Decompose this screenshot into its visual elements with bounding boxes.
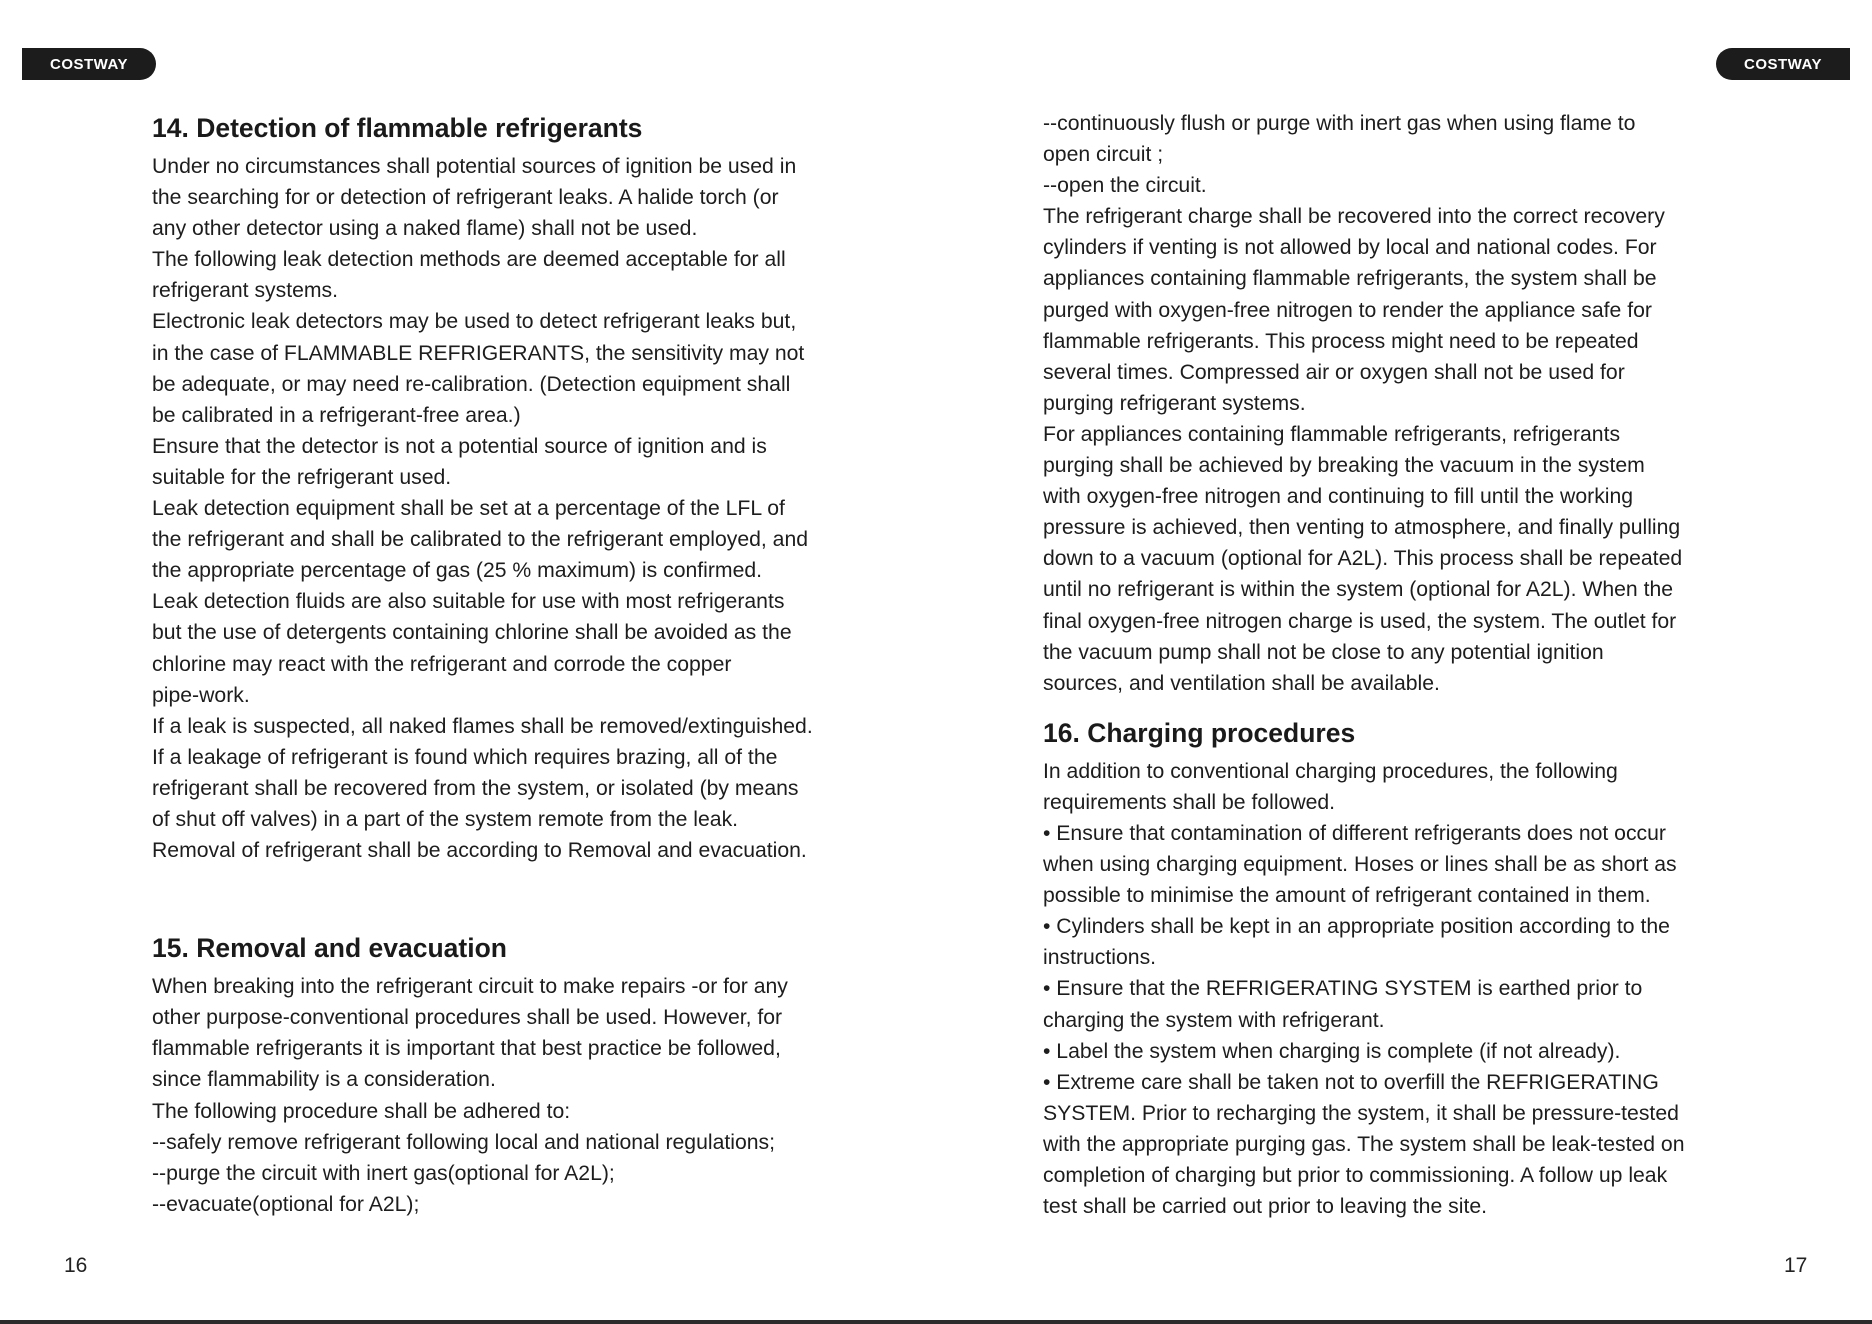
section-15-continuation bbox=[1043, 108, 1733, 699]
text-line: --purge the circuit with inert gas(optional for A2L); bbox=[152, 1161, 615, 1185]
section-16-body bbox=[1043, 756, 1733, 1222]
text-line: be calibrated in a refrigerant-free area.) bbox=[152, 403, 521, 427]
text-line: flammable refrigerants. This process might need to be repeated bbox=[1043, 329, 1639, 353]
text-line: open circuit ; bbox=[1043, 143, 1164, 167]
text-line: If a leakage of refrigerant is found which requires brazing, all of the bbox=[152, 745, 778, 769]
text-line: --evacuate(optional for A2L); bbox=[152, 1192, 420, 1216]
text-line: purging shall be achieved by breaking the vacuum in the system bbox=[1043, 454, 1645, 478]
text-line: test shall be carried out prior to leaving the site. bbox=[1043, 1195, 1487, 1219]
page-number-right: 17 bbox=[1784, 1254, 1808, 1277]
text-line: the searching for or detection of refrigerant leaks. A halide torch (or bbox=[152, 186, 779, 210]
text-line: Leak detection equipment shall be set at a percentage of the LFL of bbox=[152, 497, 785, 521]
section-15-title: 15. Removal and evacuation bbox=[152, 933, 507, 964]
text-line: If a leak is suspected, all naked flames shall be removed/extinguished. bbox=[152, 714, 813, 738]
text-line: suitable for the refrigerant used. bbox=[152, 465, 452, 489]
costway-logo-left: COSTWAY bbox=[22, 48, 156, 80]
text-line: refrigerant shall be recovered from the system, or isolated (by means bbox=[152, 776, 799, 800]
section-14-body bbox=[152, 151, 872, 866]
text-line: Leak detection fluids are also suitable for use with most refrigerants bbox=[152, 590, 785, 614]
text-line: several times. Compressed air or oxygen shall not be used for bbox=[1043, 360, 1625, 384]
costway-logo-right: COSTWAY bbox=[1716, 48, 1850, 80]
text-line: with the appropriate purging gas. The system shall be leak-tested on bbox=[1043, 1132, 1685, 1156]
text-line: The following leak detection methods are deemed acceptable for all bbox=[152, 248, 786, 272]
text-line: down to a vacuum (optional for A2L). This process shall be repeated bbox=[1043, 547, 1683, 571]
text-line: • Cylinders shall be kept in an appropriate position according to the bbox=[1043, 915, 1670, 939]
text-line: charging the system with refrigerant. bbox=[1043, 1008, 1385, 1032]
text-line: when using charging equipment. Hoses or lines shall be as short as bbox=[1043, 853, 1677, 877]
text-line: instructions. bbox=[1043, 946, 1157, 970]
text-line: any other detector using a naked flame) shall not be used. bbox=[152, 217, 698, 241]
text-line: Removal of refrigerant shall be according to Removal and evacuation. bbox=[152, 839, 807, 863]
text-line: For appliances containing flammable refrigerants, refrigerants bbox=[1043, 422, 1621, 446]
text-line: until no refrigerant is within the system (optional for A2L). When the bbox=[1043, 578, 1674, 602]
text-line: • Ensure that the REFRIGERATING SYSTEM is earthed prior to bbox=[1043, 977, 1643, 1001]
section-14-title: 14. Detection of flammable refrigerants bbox=[152, 113, 643, 143]
text-line: since flammability is a consideration. bbox=[152, 1068, 496, 1092]
text-line: purging refrigerant systems. bbox=[1043, 391, 1306, 415]
text-line: When breaking into the refrigerant circuit to make repairs -or for any bbox=[152, 975, 788, 999]
text-line: purged with oxygen-free nitrogen to render the appliance safe for bbox=[1043, 298, 1652, 322]
text-line: • Extreme care shall be taken not to overfill the REFRIGERATING bbox=[1043, 1070, 1659, 1094]
text-line: completion of charging but prior to commissioning. A follow up leak bbox=[1043, 1164, 1668, 1187]
text-line: Electronic leak detectors may be used to detect refrigerant leaks but, bbox=[152, 310, 797, 334]
text-line: with oxygen-free nitrogen and continuing to fill until the working bbox=[1043, 485, 1634, 509]
section-15-body bbox=[152, 971, 872, 1220]
text-line: pressure is achieved, then venting to atmosphere, and finally pulling bbox=[1043, 516, 1681, 540]
text-line: appliances containing flammable refrigerants, the system shall be bbox=[1043, 267, 1657, 291]
text-line: --safely remove refrigerant following local and national regulations; bbox=[152, 1130, 776, 1154]
page-number-left: 16 bbox=[64, 1254, 88, 1277]
text-line: flammable refrigerants it is important that best practice be followed, bbox=[152, 1037, 781, 1061]
text-line: the vacuum pump shall not be close to any potential ignition bbox=[1043, 640, 1604, 664]
text-line: chlorine may react with the refrigerant and corrode the copper bbox=[152, 652, 732, 676]
text-line: but the use of detergents containing chlorine shall be avoided as the bbox=[152, 621, 792, 645]
section-16-title: 16. Charging procedures bbox=[1043, 717, 1356, 748]
text-line: the appropriate percentage of gas (25 % maximum) is confirmed. bbox=[152, 559, 763, 583]
text-line: sources, and ventilation shall be available. bbox=[1043, 671, 1440, 695]
text-line: possible to minimise the amount of refrigerant contained in them. bbox=[1043, 884, 1651, 908]
left-page-content bbox=[152, 108, 872, 1220]
text-line: of shut off valves) in a part of the system remote from the leak. bbox=[152, 807, 739, 831]
text-line: pipe-work. bbox=[152, 683, 250, 707]
text-line: • Label the system when charging is complete (if not already). bbox=[1043, 1039, 1621, 1063]
text-line: be adequate, or may need re-calibration. (Detection equipment shall bbox=[152, 372, 791, 396]
right-page-content bbox=[1043, 108, 1733, 1222]
text-line: Ensure that the detector is not a potential source of ignition and is bbox=[152, 434, 767, 458]
text-line: refrigerant systems. bbox=[152, 279, 339, 303]
text-line: The refrigerant charge shall be recovered into the correct recovery bbox=[1043, 205, 1665, 229]
text-line: cylinders if venting is not allowed by local and national codes. For bbox=[1043, 236, 1657, 260]
text-line: requirements shall be followed. bbox=[1043, 790, 1336, 814]
text-line: Under no circumstances shall potential sources of ignition be used in bbox=[152, 155, 797, 178]
text-line: The following procedure shall be adhered to: bbox=[152, 1099, 571, 1123]
text-line: SYSTEM. Prior to recharging the system, it shall be pressure-tested bbox=[1043, 1101, 1679, 1125]
text-line: • Ensure that contamination of different refrigerants does not occur bbox=[1043, 821, 1666, 845]
bottom-edge-bar bbox=[0, 1320, 1872, 1324]
text-line: In addition to conventional charging procedures, the following bbox=[1043, 759, 1618, 783]
text-line: the refrigerant and shall be calibrated to the refrigerant employed, and bbox=[152, 528, 809, 552]
text-line: --open the circuit. bbox=[1043, 174, 1207, 198]
text-line: other purpose-conventional procedures shall be used. However, for bbox=[152, 1006, 783, 1030]
text-line: final oxygen-free nitrogen charge is used, the system. The outlet for bbox=[1043, 609, 1677, 633]
text-line: in the case of FLAMMABLE REFRIGERANTS, the sensitivity may not bbox=[152, 341, 805, 365]
text-line: --continuously flush or purge with inert gas when using flame to bbox=[1043, 112, 1636, 135]
